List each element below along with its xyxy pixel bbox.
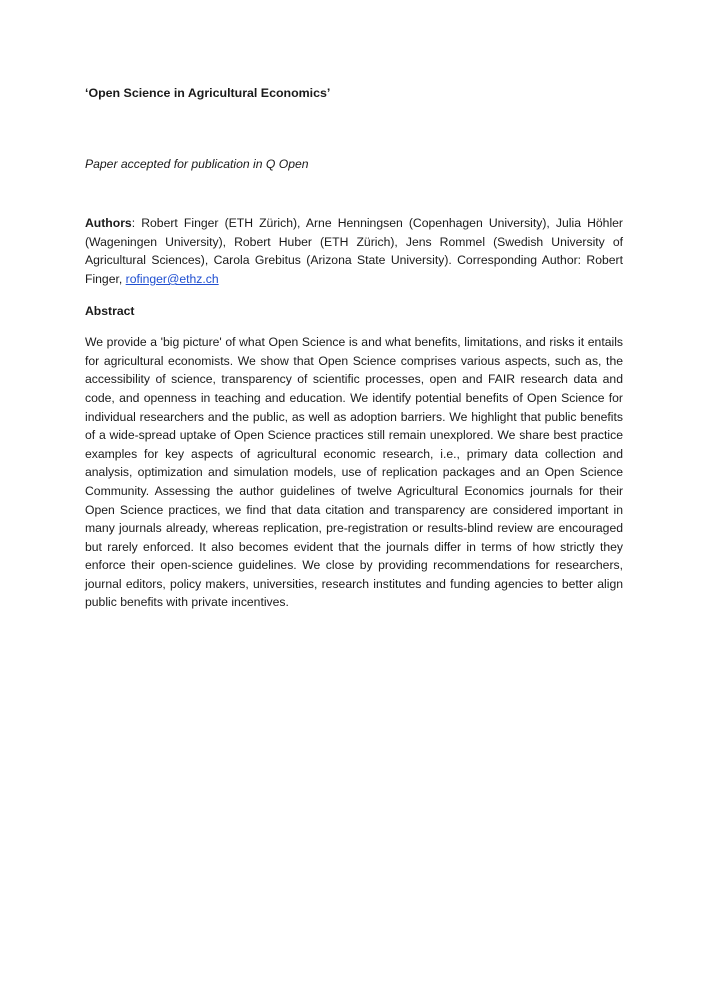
authors-paragraph bbox=[85, 214, 623, 288]
paper-title: ‘Open Science in Agricultural Economics’ bbox=[85, 86, 331, 100]
abstract-body: We provide a 'big picture' of what Open Science is and what benefits, limitations, and risks it entails for agricultural economists. We show that Open Science comprises various aspects, such as, the accessibility of science, transparency of scientific processes, open and FAIR research data and code, and openness in teaching and education. We identify potential benefits of Open Science for individual researchers and the public, as well as adoption barriers. We highlight that public benefits of a wide-spread uptake of Open Science practices still remain unexplored. We share best practice examples for key aspects of agricultural economic research, i.e., primary data collection and analysis, optimization and simulation models, use of replication packages and an Open Science Community. Assessing the author guidelines of twelve Agricultural Economics journals for their Open Science practices, we find that data citation and transparency are considered important in many journals already, whereas replication, pre-registration or results-blind review are encouraged but rarely enforced. It also becomes evident that the journals differ in terms of how strictly they enforce their open-science guidelines. We close by providing recommendations for researchers, journal editors, policy makers, universities, research institutes and funding agencies to better align public benefits with private incentives. bbox=[85, 335, 623, 610]
page-content bbox=[85, 84, 623, 612]
corresponding-email-link[interactable]: rofinger@ethz.ch bbox=[125, 271, 219, 286]
abstract-heading: Abstract bbox=[85, 303, 135, 318]
authors-label: Authors bbox=[85, 216, 132, 231]
publication-note: Paper accepted for publication in Q Open bbox=[85, 156, 309, 171]
authors-list: : Robert Finger (ETH Zürich), Arne Henningsen (Copenhagen University), Julia Höhler (Wageningen University), Robert Huber (ETH Zürich), Jens Rommel (Swedish University of Agricultural Sciences), Carola Grebitus (Arizona State University). Corresponding Author: Robert Finger, bbox=[85, 216, 623, 286]
